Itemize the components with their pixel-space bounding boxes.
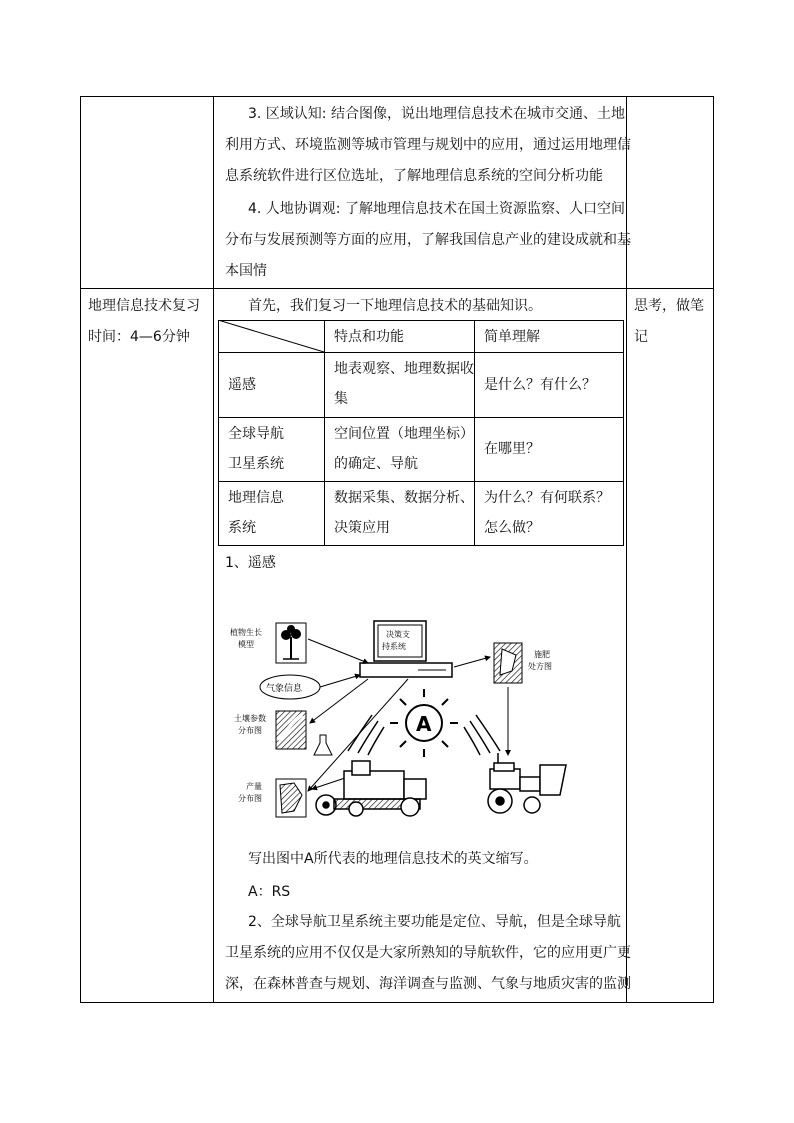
- column-divider-1: [213, 97, 214, 1002]
- svg-text:A: A: [416, 712, 432, 736]
- section2-line2: 卫星系统的应用不仅仅是大家所熟知的导航软件，它的应用更广更: [225, 945, 631, 961]
- row3-meaning-line2: 怎么做？: [484, 520, 540, 536]
- tractor-icon: [488, 753, 566, 813]
- soil-map-label: [234, 713, 266, 735]
- plant-model-label: [230, 627, 262, 649]
- row1-feature-line1: 地表观察、地理数据收: [334, 361, 474, 377]
- row2-name-line1: 全球导航: [228, 426, 284, 442]
- goal4-line3: 本国情: [225, 263, 267, 279]
- goal4-line2: 分布与发展预测等方面的应用，了解我国信息产业的建设成就和基: [225, 232, 631, 248]
- row3-feature-line1: 数据采集、数据分析、: [334, 490, 474, 506]
- header-meaning: 简单理解: [484, 329, 540, 345]
- comparison-table: [218, 320, 624, 546]
- svg-text:处方图: 处方图: [528, 662, 552, 671]
- row1-meaning: 是什么？有什么？: [484, 377, 596, 393]
- row3-meaning-line1: 为什么？有何联系？: [484, 490, 610, 506]
- goal3-line2: 利用方式、环境监测等城市管理与规划中的应用，通过运用地理信: [225, 137, 631, 153]
- row2-feature-line2: 的确定、导航: [334, 456, 418, 472]
- svg-text:施肥: 施肥: [534, 650, 550, 659]
- svg-text:模型: 模型: [238, 640, 254, 649]
- remote-sensing-sun: [390, 689, 458, 757]
- goal3-line1: 3. 区域认知: 结合图像，说出地理信息技术在城市交通、土地: [248, 106, 625, 122]
- row2-name-line2: 卫星系统: [228, 456, 284, 472]
- row2-feature-line1: 空间位置（地理坐标）: [334, 426, 474, 442]
- section1-title: 1、遥感: [225, 555, 276, 571]
- figure-answer: A：RS: [248, 884, 291, 900]
- yield-map-label: [238, 781, 262, 803]
- fertilizer-map-label: [528, 649, 552, 671]
- activity-line2: 记: [634, 329, 648, 345]
- goal4-line1: 4. 人地协调观: 了解地理信息技术在国土资源监察、人口空间: [248, 201, 625, 217]
- svg-text:分布图: 分布图: [238, 726, 262, 735]
- remote-sensing-figure: [228, 615, 588, 825]
- intro-text: 首先，我们复习一下地理信息技术的基础知识。: [248, 298, 542, 314]
- flask-icon: [314, 735, 332, 755]
- goal3-line3: 息系统软件进行区位选址，了解地理信息系统的空间分析功能: [225, 168, 603, 184]
- svg-text:分布图: 分布图: [238, 794, 262, 803]
- review-time: 时间：4—6分钟: [88, 329, 190, 345]
- svg-text:持系统: 持系统: [382, 642, 406, 651]
- section2-line3: 深，在森林普查与规划、海洋调查与监测、气象与地质灾害的监测: [225, 976, 631, 992]
- row3-name-line2: 系统: [228, 520, 256, 536]
- weather-info-cloud: [260, 675, 320, 699]
- row1-name: 遥感: [228, 377, 256, 393]
- svg-text:植物生长: 植物生长: [230, 628, 262, 637]
- row3-name-line1: 地理信息: [228, 490, 284, 506]
- svg-text:气象信息: 气象信息: [266, 684, 303, 694]
- review-title: 地理信息技术复习: [88, 298, 200, 314]
- svg-text:产量: 产量: [246, 782, 262, 791]
- header-diagonal: [218, 320, 325, 353]
- svg-text:决策支: 决策支: [386, 630, 410, 639]
- figure-question: 写出图中A所代表的地理信息技术的英文缩写。: [248, 851, 538, 867]
- row3-feature-line2: 决策应用: [334, 520, 390, 536]
- harvester-icon: [316, 761, 426, 816]
- section2-line1: 2、全球导航卫星系统主要功能是定位、导航，但是全球导航: [248, 914, 621, 930]
- header-feature: 特点和功能: [334, 329, 404, 345]
- row-divider: [81, 288, 713, 289]
- decision-support-computer: [360, 621, 452, 677]
- row2-meaning: 在哪里？: [484, 441, 540, 457]
- row1-feature-line2: 集: [334, 391, 348, 407]
- svg-text:土壤参数: 土壤参数: [234, 714, 266, 723]
- activity-line1: 思考，做笔: [634, 298, 704, 314]
